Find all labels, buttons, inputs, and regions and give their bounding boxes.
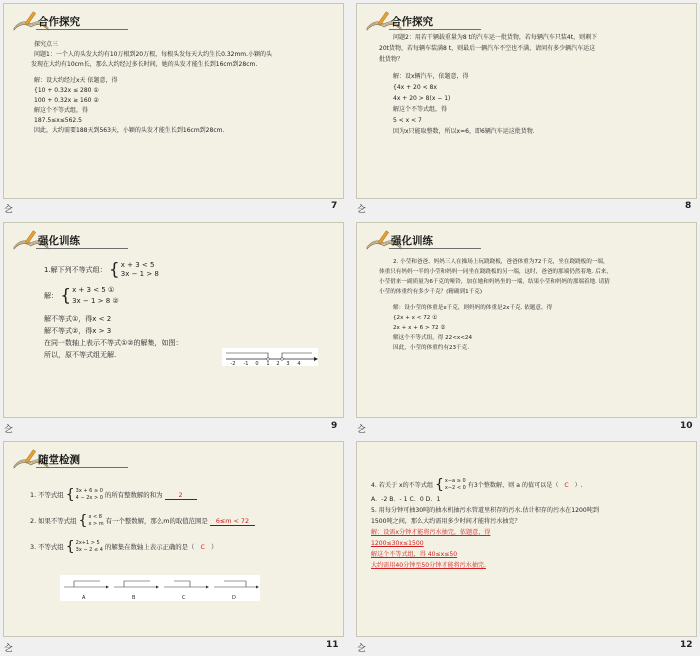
text-line: 解：设大约经过x天 依题意，得 bbox=[34, 77, 118, 84]
slide-footer-glyph: 㐈 bbox=[4, 205, 14, 215]
inequality-line: 4x + 20 > 8(x − 1) bbox=[393, 95, 451, 102]
inequality-system: x + 3 < 5 3x − 1 > 8 bbox=[120, 261, 159, 278]
page-number: 10 bbox=[680, 421, 693, 431]
text-line: 解这个不等式组，得 bbox=[34, 107, 89, 114]
page-number: 8 bbox=[685, 201, 692, 211]
slide-footer-glyph: 㐈 bbox=[357, 425, 367, 435]
tick-label: 2 bbox=[276, 361, 280, 366]
answer-blank[interactable]: 6≤m < 72 bbox=[210, 517, 255, 526]
question-3: 3. 不等式组 {2x+1 > 5 3x − 2 ≤ 4 的解集在数轴上表示正确的是（ C ） bbox=[30, 539, 218, 555]
tick-label: 0 bbox=[255, 361, 259, 366]
page-number: 11 bbox=[326, 640, 339, 650]
slide-title: 强化训练 bbox=[38, 235, 80, 247]
inequality-line: 2x + x + 6 > 72 ② bbox=[393, 325, 446, 331]
tick-label: -2 bbox=[230, 361, 236, 366]
options-line: A．-2 B．- 1 C．0 D．1 bbox=[371, 496, 441, 503]
text-line: 因此，小莹的体重约有23千克. bbox=[393, 345, 470, 351]
text-line: 探究点三 bbox=[34, 41, 59, 48]
slide-text bbox=[31, 40, 273, 136]
slide-9[interactable] bbox=[3, 222, 344, 418]
answer-choice[interactable]: C bbox=[564, 482, 569, 489]
solution-line: 解：设需x分钟才能将污水抽完，依题意，得 bbox=[371, 529, 491, 536]
choice-label-c: C bbox=[182, 595, 186, 601]
question-5: 5. 用每分钟可抽30吨的抽水机抽污水管道里积存的污水.估计积存的污水在1200吨到 bbox=[371, 507, 599, 514]
slide-text bbox=[44, 261, 183, 361]
question-1: 1. 不等式组 {3x + 6 ≥ 0 4 − 2x > 0 的所有整数解的和为 2 bbox=[30, 486, 255, 504]
choice-label-b: B bbox=[132, 595, 136, 601]
title-underline bbox=[389, 248, 481, 249]
slide-text bbox=[30, 486, 255, 556]
slide-11[interactable] bbox=[3, 441, 344, 637]
text-line: 发现在大约有10cm长，那么大约经过多长时间，她的头发才能生长到16cm到28cm. bbox=[31, 61, 258, 68]
inequality-line: 100 + 0.32x ≥ 160 ② bbox=[34, 97, 99, 104]
answer-choice[interactable]: C bbox=[200, 543, 205, 551]
slide-footer-glyph: 㐈 bbox=[357, 205, 367, 215]
slide-8[interactable] bbox=[356, 3, 697, 199]
question-4: 4. 若关于 x的不等式组 {x−a ≥ 0 x−2 < 0 有3个整数解，则 a 的值可以是（ C ）. bbox=[371, 477, 583, 493]
slide-footer-glyph: 㐈 bbox=[4, 425, 14, 435]
slide-10[interactable] bbox=[356, 222, 697, 418]
inequality-line: {2x + x < 72 ① bbox=[393, 315, 438, 321]
text-line: 批货物？ bbox=[379, 56, 404, 63]
text-line: 在同一数轴上表示不等式①②的解集，如图： bbox=[44, 339, 183, 347]
text-line: 因此，大约需要188天到563天，小颖的头发才能生长到16cm到28cm. bbox=[34, 127, 225, 134]
title-underline bbox=[36, 248, 128, 249]
answer-choices-number-lines bbox=[60, 575, 260, 601]
text-line: 20t货物，若每辆车装满8 t，则最后一辆汽车不空也不满，请问有多少辆汽车运这 bbox=[379, 45, 596, 52]
choice-label-a: A bbox=[82, 595, 86, 601]
text-line: 小莹借来一副质量为6千克的哑铃，加在她和妈妈坐的一端，结果小莹和妈妈的那端着地. 请猜 bbox=[379, 279, 610, 285]
tick-label: 4 bbox=[297, 361, 301, 366]
inequality-line: {10 + 0.32x ≤ 280 ① bbox=[34, 87, 99, 94]
slide-text bbox=[379, 257, 612, 353]
text-line: 解：设小莹的体重是x千克，则妈妈的体重是2x千克. 依题意，得 bbox=[393, 305, 553, 311]
text-line: 问题1：一个人的头发大约有10万根到20万根，每根头发每天大约生长0.32mm.小颖的头 bbox=[34, 51, 273, 58]
tick-label: 3 bbox=[286, 361, 290, 366]
text-line: 因为x只能取整数，所以x=6，即6辆汽车运这批货物. bbox=[393, 128, 535, 135]
page-number: 12 bbox=[680, 640, 693, 650]
text-line: 解不等式①，得x < 2 bbox=[44, 315, 112, 323]
page-number: 7 bbox=[331, 201, 338, 211]
answer-blank[interactable]: 2 bbox=[165, 491, 197, 500]
solution-line: 1200≤30x≤1500 bbox=[371, 540, 424, 547]
slide-title: 强化训练 bbox=[391, 235, 433, 247]
question-2: 2. 如果不等式组 {x < 8 x > m 有一个整数解，那么m的取值范围是 6≤m < 72 bbox=[30, 512, 255, 530]
slide-title: 随堂检测 bbox=[38, 454, 80, 466]
text-line: 问题2：用若干辆载重量为8 t的汽车运一批货物，若每辆汽车只装4t，则剩下 bbox=[393, 34, 598, 41]
slide-title: 合作探究 bbox=[391, 16, 433, 28]
choice-label-d: D bbox=[232, 595, 236, 601]
page-number: 9 bbox=[331, 421, 338, 431]
slide-footer-glyph: 㐈 bbox=[4, 644, 14, 654]
question-5-cont: 1500吨之间，那么大约需用多少时间才能将污水抽完？ bbox=[371, 518, 521, 525]
slide-text bbox=[379, 32, 598, 137]
solution-line: 大约需用40分钟至50分钟才能将污水抽完. bbox=[371, 562, 486, 569]
text-line: 解这个不等式组，得 22<x<24 bbox=[393, 335, 473, 341]
question-line: 1.解下列不等式组： {x + 3 < 5 3x − 1 > 8 bbox=[44, 260, 159, 280]
tick-label: -1 bbox=[243, 361, 249, 366]
number-line bbox=[222, 348, 318, 366]
text-line: 小莹的体重约有多少千克？(精确到1千克) bbox=[379, 289, 483, 295]
slide-12[interactable] bbox=[356, 441, 697, 637]
inequality-line: {4x + 20 < 8x bbox=[393, 84, 437, 91]
solution-system: 解： {x + 3 < 5 ① 3x − 1 > 8 ② bbox=[44, 286, 119, 306]
title-underline bbox=[389, 29, 481, 30]
text-line: 解：设x辆汽车，依题意，得 bbox=[393, 73, 469, 80]
text-line: 187.5≤x≤562.5 bbox=[34, 117, 82, 124]
title-underline bbox=[36, 29, 128, 30]
tick-label: 1 bbox=[266, 361, 270, 366]
text-line: 2. 小莹和爸爸、妈妈三人在操场上玩跷跷板，爸爸体重为72千克，坐在跷跷板的一端， bbox=[393, 259, 609, 265]
slide-7[interactable] bbox=[3, 3, 344, 199]
text-line: 解这个不等式组，得 bbox=[393, 106, 448, 113]
text-line: 解不等式②，得x > 3 bbox=[44, 327, 112, 335]
solution-line: 解这个不等式组，得 40≤x≤50 bbox=[371, 551, 458, 558]
text-line: 体重只有妈妈一半的小莹和妈妈一同坐在跷跷板的另一端，这时，爸爸的那端仍然着地. 后来， bbox=[379, 269, 612, 275]
brace: { bbox=[108, 260, 120, 280]
slide-footer-glyph: 㐈 bbox=[357, 644, 367, 654]
text-line: 所以，原不等式组无解. bbox=[44, 351, 117, 359]
slide-title: 合作探究 bbox=[38, 16, 80, 28]
title-underline bbox=[36, 467, 128, 468]
text-line: 5 < x < 7 bbox=[393, 117, 422, 124]
slide-text bbox=[371, 476, 599, 571]
